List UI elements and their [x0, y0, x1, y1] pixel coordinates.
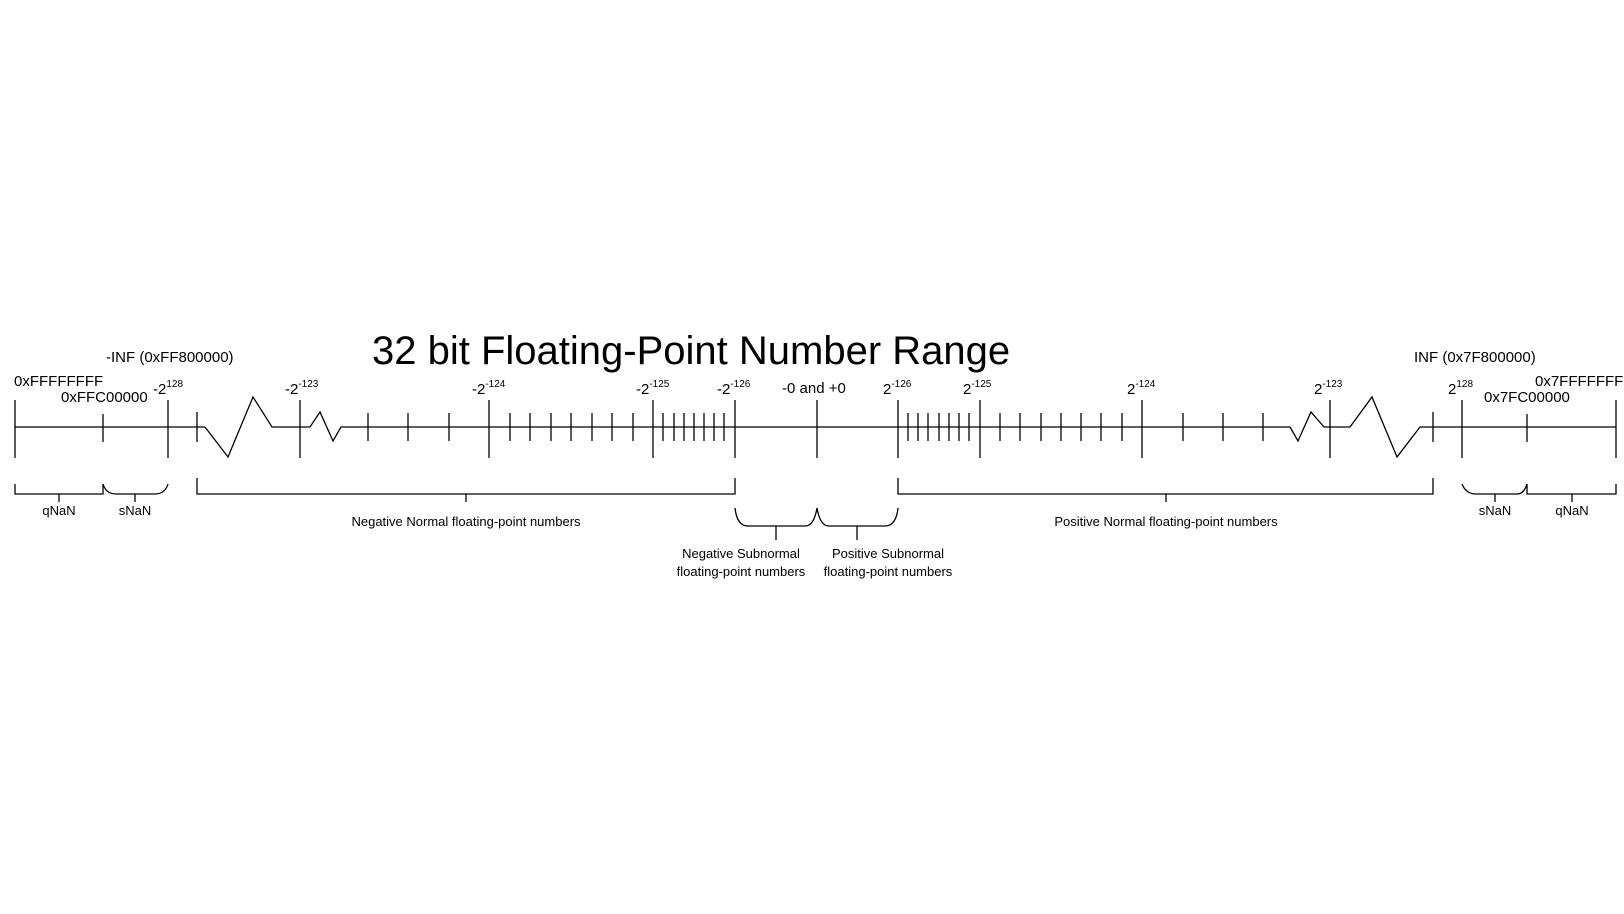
- region-label-pos-qnan: qNaN: [1555, 503, 1589, 518]
- region-label-neg-normal: Negative Normal floating-point numbers: [351, 514, 581, 529]
- tick-label-neg-2-125: $-2^{-125}$: [636, 379, 670, 398]
- tick-label-neg-2-126: $-2^{-126}$: [717, 379, 751, 398]
- pos-break-zigzag-small: [1290, 412, 1350, 441]
- tick-label-neg-2-128: $-2^{128}$: [153, 379, 184, 398]
- pos-qnan-max-label: 0x7FFFFFFF: [1535, 373, 1624, 390]
- pos-inf-label: INF (0x7F800000): [1414, 349, 1536, 366]
- neg-inf-label: -INF (0xFF800000): [106, 349, 234, 366]
- region-label-neg-subnormal-line1: Negative Subnormal: [682, 546, 800, 561]
- region-label-neg-snan: sNaN: [118, 503, 152, 518]
- region-label-pos-subnormal-line2: floating-point numbers: [823, 564, 953, 579]
- tick-label-pos-2-124: $2^{-124}$: [1127, 379, 1156, 398]
- neg-break-zigzag-large: [205, 397, 310, 457]
- region-label-pos-snan: sNaN: [1478, 503, 1512, 518]
- brace-pos-snan: [1462, 484, 1527, 502]
- tick-label-pos-2-126: $2^{-126}$: [883, 379, 912, 398]
- brace-pos-qnan: [1527, 484, 1616, 502]
- neg-qnan-min-label: 0xFFC00000: [61, 389, 148, 406]
- number-line: [15, 397, 1616, 457]
- tick-label-pos-2-128: $2^{128}$: [1448, 379, 1474, 398]
- region-label-neg-qnan: qNaN: [42, 503, 76, 518]
- region-label-pos-normal: Positive Normal floating-point numbers: [1054, 514, 1278, 529]
- brace-pos-subnormal: [817, 508, 898, 540]
- pos-qnan-min-label: 0x7FC00000: [1484, 389, 1570, 406]
- tick-label-pos-2-123: $2^{-123}$: [1314, 379, 1343, 398]
- diagram-title: 32 bit Floating-Point Number Range: [372, 329, 1011, 373]
- zero-label: -0 and +0: [782, 380, 846, 397]
- brace-neg-subnormal: [735, 508, 817, 540]
- region-label-neg-subnormal-line2: floating-point numbers: [676, 564, 806, 579]
- brace-neg-normal: [197, 478, 735, 502]
- brace-neg-snan: [103, 484, 168, 502]
- tick-label-neg-2-124: $-2^{-124}$: [472, 379, 506, 398]
- tick-label-neg-2-123: $-2^{-123}$: [285, 379, 319, 398]
- brace-neg-qnan: [15, 484, 103, 502]
- pos-break-zigzag-large: [1350, 397, 1616, 457]
- major-ticks: [15, 400, 1616, 458]
- region-label-pos-subnormal-line1: Positive Subnormal: [832, 546, 944, 561]
- neg-break-zigzag-small: [310, 412, 903, 441]
- neg-qnan-max-label: 0xFFFFFFFF: [14, 373, 104, 390]
- tick-label-pos-2-125: $2^{-125}$: [963, 379, 992, 398]
- brace-pos-normal: [898, 478, 1433, 502]
- region-braces: [15, 478, 1616, 540]
